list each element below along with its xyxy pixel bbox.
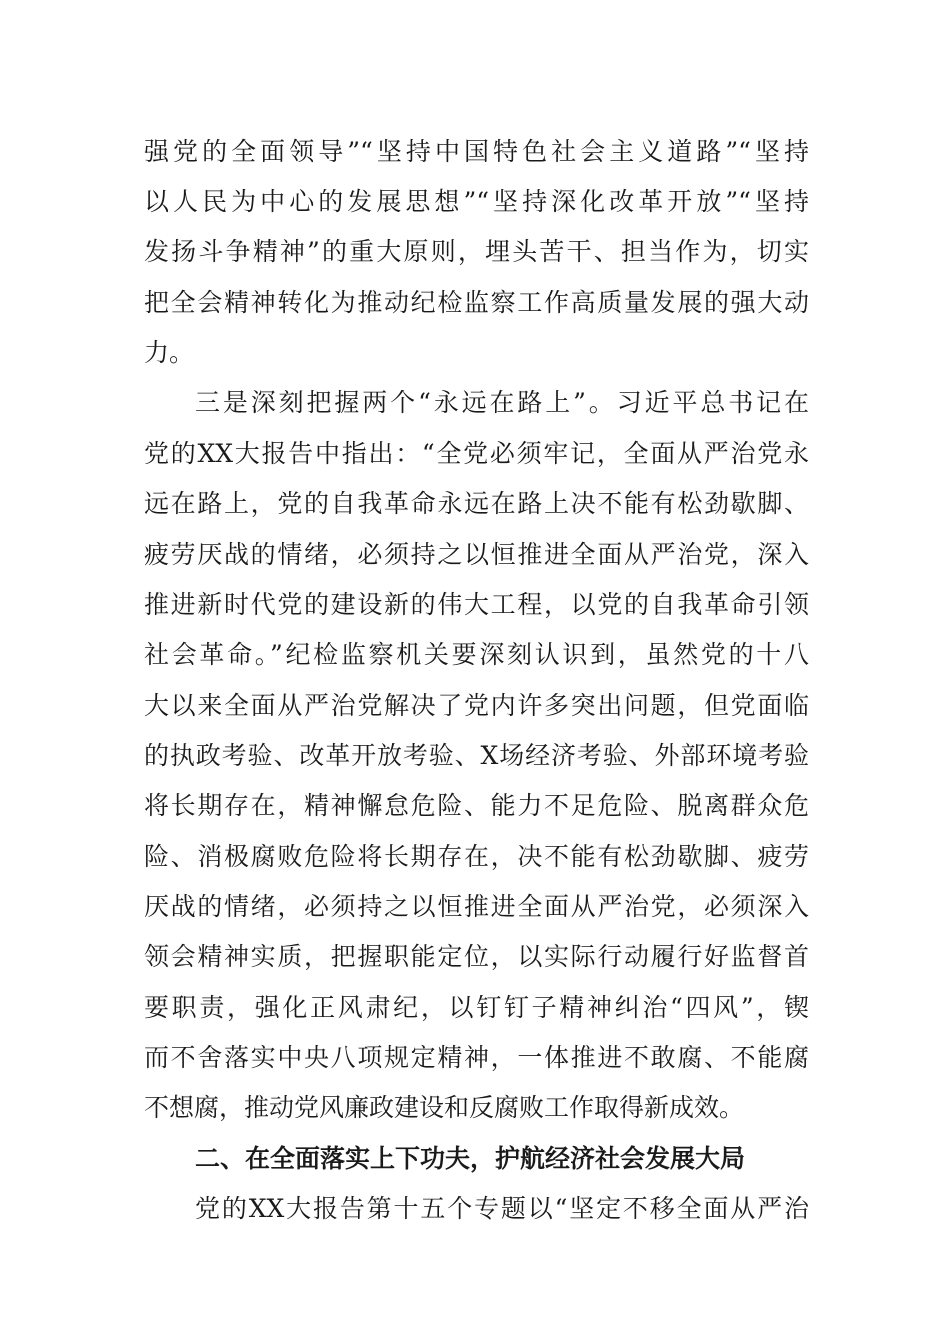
text-line: 远在路上，党的自我革命永远在路上决不能有松劲歇脚、	[144, 489, 809, 518]
text-line: 社会革命。”纪检监察机关要深刻认识到，虽然党的十八	[144, 640, 809, 669]
text-line: 力。	[144, 338, 195, 367]
text-line: 而不舍落实中央八项规定精神，一体推进不敢腐、不能腐	[144, 1043, 809, 1072]
text-line: 党的XX大报告中指出：“全党必须牢记，全面从严治党永	[144, 439, 809, 468]
text-line: 发扬斗争精神”的重大原则，埋头苦干、担当作为，切实	[144, 237, 809, 266]
text-line: 强党的全面领导”“坚持中国特色社会主义道路”“坚持	[144, 137, 809, 166]
text-line: 疲劳厌战的情绪，必须持之以恒推进全面从严治党，深入	[144, 540, 809, 569]
text-line: 把全会精神转化为推动纪检监察工作高质量发展的强大动	[144, 288, 809, 317]
section-heading: 二、在全面落实上下功夫，护航经济社会发展大局	[195, 1144, 746, 1173]
text-line: 党的XX大报告第十五个专题以“坚定不移全面从严治	[195, 1194, 809, 1223]
text-line: 以人民为中心的发展思想”“坚持深化改革开放”“坚持	[144, 187, 809, 216]
text-line: 推进新时代党的建设新的伟大工程，以党的自我革命引领	[144, 590, 809, 619]
text-line: 厌战的情绪，必须持之以恒推进全面从严治党，必须深入	[144, 892, 809, 921]
text-line: 将长期存在，精神懈怠危险、能力不足危险、脱离群众危	[144, 791, 809, 820]
text-line: 领会精神实质，把握职能定位，以实际行动履行好监督首	[144, 942, 809, 971]
text-line: 大以来全面从严治党解决了党内许多突出问题，但党面临	[144, 691, 809, 720]
text-line: 的执政考验、改革开放考验、X场经济考验、外部环境考验	[144, 741, 809, 770]
text-line: 要职责，强化正风肃纪，以钉钉子精神纠治“四风”，锲	[144, 993, 809, 1022]
text-line: 三是深刻把握两个“永远在路上”。习近平总书记在	[195, 388, 809, 417]
text-line: 不想腐，推动党风廉政建设和反腐败工作取得新成效。	[144, 1093, 745, 1122]
text-line: 险、消极腐败危险将长期存在，决不能有松劲歇脚、疲劳	[144, 842, 809, 871]
